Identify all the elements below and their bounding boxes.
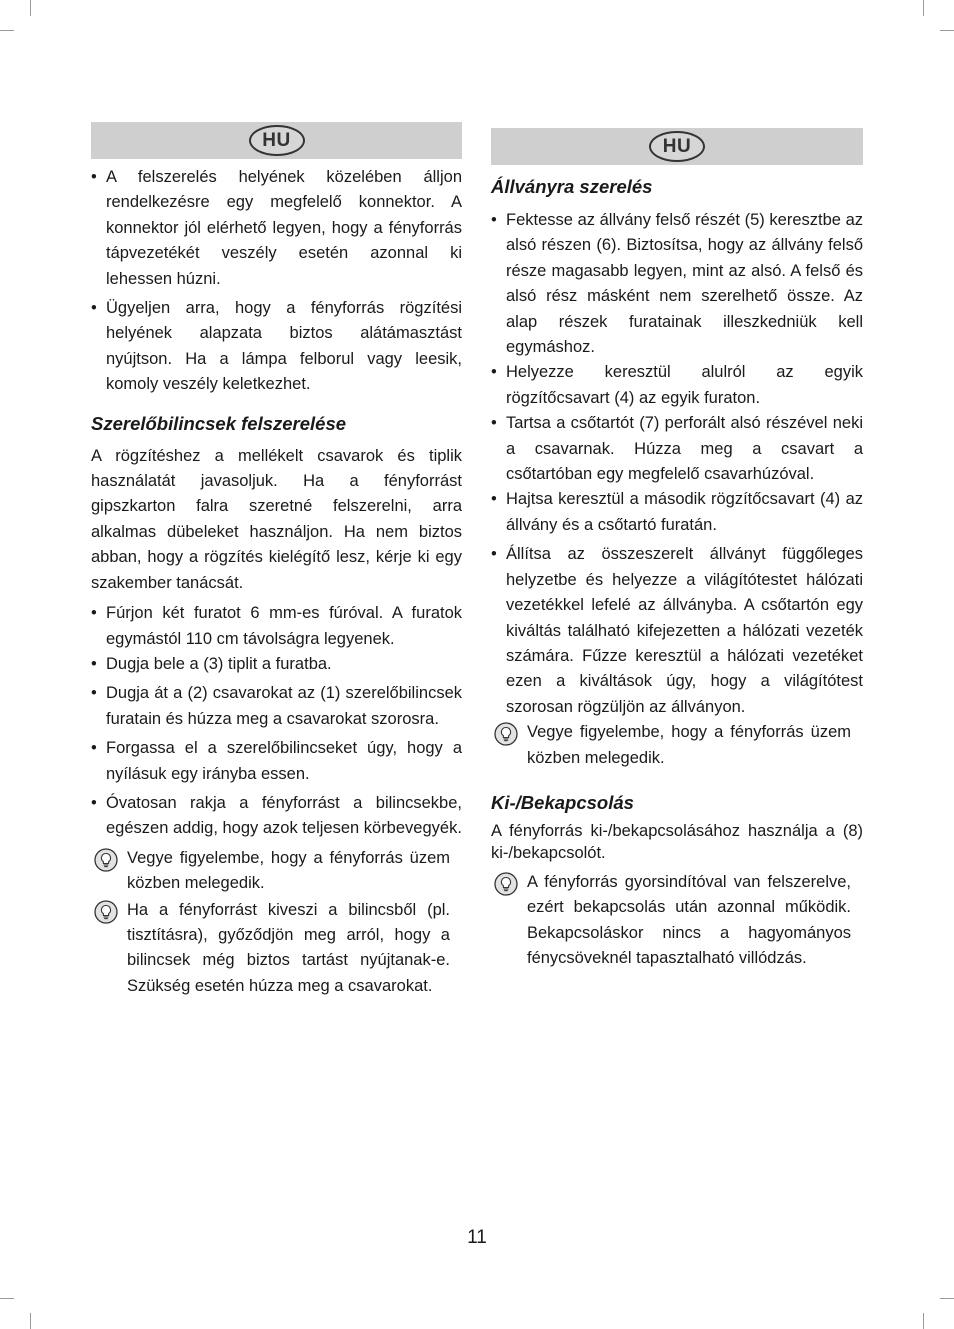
- list-item: • Fektesse az állvány felső részét (5) keresztbe az alsó részen (6). Biztosítsa, hogy az állvány felső része magasabb legyen, mint az alsó. A felső és alsó rész másként nem szerelhető össze. Az alap részek furatainak illeszkedniük kell egymáshoz.: [491, 208, 863, 360]
- note: [91, 846, 462, 897]
- list-item: • Ügyeljen arra, hogy a fényforrás rögzítési helyének alapzata biztos alátámasztást nyújtson. Ha a lámpa felborul vagy leesik, komoly veszély keletkezhet.: [91, 296, 462, 398]
- crop-mark: [0, 30, 14, 31]
- language-badge: HU: [649, 131, 705, 162]
- list-item: • Dugja át a (2) csavarokat az (1) szerelőbilincsek furatain és húzza meg a csavarokat szorosra.: [91, 681, 462, 732]
- list-item: • Óvatosan rakja a fényforrást a bilincsekbe, egészen addig, hogy azok teljesen körbevegyék.: [91, 791, 462, 842]
- lightbulb-icon: [94, 848, 118, 872]
- crop-mark: [940, 30, 954, 31]
- language-badge: HU: [249, 125, 305, 156]
- note: [91, 898, 462, 1000]
- list-item: • Tartsa a csőtartót (7) perforált alsó részével neki a csavarnak. Húzza meg a csavart a csőtartóban egy megfelelő csavarhúzóval.: [491, 411, 863, 487]
- language-header-bar: [491, 128, 863, 165]
- right-flow: [491, 174, 863, 972]
- section-heading: Ki-/Bekapcsolás: [491, 791, 634, 813]
- language-header-bar: [91, 122, 462, 159]
- note-text: Ha a fényforrást kiveszi a bilincsből (pl. tisztításra), győződjön meg arról, hogy a bilincsek még biztos tartást nyújtanak-e. Szükség esetén húzza meg a csavarokat.: [127, 900, 450, 995]
- list-item: • A felszerelés helyének közelében álljon rendelkezésre egy megfelelő konnektor. A konnektor jól elérhető legyen, hogy a fényforrás tápvezetékét veszély esetén azonnal ki lehessen húzni.: [91, 165, 462, 292]
- note: [491, 720, 863, 771]
- note-text: Vegye figyelembe, hogy a fényforrás üzem közben melegedik.: [527, 723, 851, 767]
- crop-mark: [0, 1298, 14, 1299]
- note: [491, 870, 863, 972]
- section-heading: Állványra szerelés: [491, 176, 653, 197]
- list-item: • Forgassa el a szerelőbilincseket úgy, hogy a nyílásuk egy irányba essen.: [91, 736, 462, 787]
- list-item: • Állítsa az összeszerelt állványt függőleges helyzetbe és helyezze a világítótestet hálózati vezetékkel lefelé az állványba. A csőtartón egy kiváltás található kifejezetten a hálózati vezeték számára. Fűzze keresztül a hálózati vezetéket ezen a kiváltások úgy, hogy a világítótest szorosan rögzüljön az állványon.: [491, 542, 863, 720]
- lightbulb-icon: [494, 872, 518, 896]
- lightbulb-icon: [494, 722, 518, 746]
- crop-mark: [30, 0, 31, 16]
- left-flow: [91, 165, 462, 999]
- list-item: • Dugja bele a (3) tiplit a furatba.: [91, 652, 462, 677]
- crop-mark: [940, 1298, 954, 1299]
- section-paragraph: A rögzítéshez a mellékelt csavarok és tiplik használatát javasoljuk. Ha a fényforrást gipszkarton falra szeretné felszerelni, arra alkalmas dübeleket használjon. Ha nem biztos abban, hogy a rögzítés kielégítő lesz, kérje ki egy szakember tanácsát.: [91, 446, 462, 592]
- crop-mark: [30, 1313, 31, 1329]
- mounting-bullet-list: [91, 601, 462, 842]
- list-item: • Hajtsa keresztül a második rögzítőcsavart (4) az állvány és a csőtartó furatán.: [491, 487, 863, 538]
- page-number: 11: [467, 1227, 487, 1248]
- stand-bullet-list: [491, 208, 863, 720]
- note-text: A fényforrás gyorsindítóval van felszerelve, ezért bekapcsolás után azonnal működik. Bekapcsoláskor nincs a hagyományos fénycsöveknél tapasztalható villódzás.: [527, 872, 851, 968]
- crop-mark: [923, 0, 924, 16]
- lightbulb-icon: [94, 900, 118, 924]
- list-item: • Helyezze keresztül alulról az egyik rögzítőcsavart (4) az egyik furaton.: [491, 360, 863, 411]
- section-heading: Szerelőbilincsek felszerelése: [91, 412, 347, 434]
- crop-mark: [923, 1313, 924, 1329]
- section-paragraph: A fényforrás ki-/bekapcsolásához használja a (8) ki-/bekapcsolót.: [491, 821, 863, 862]
- list-item: • Fúrjon két furatot 6 mm-es fúróval. A furatok egymástól 110 cm távolságra legyenek.: [91, 601, 462, 652]
- safety-bullet-list: [91, 165, 462, 398]
- note-text: Vegye figyelembe, hogy a fényforrás üzem közben melegedik.: [127, 848, 450, 893]
